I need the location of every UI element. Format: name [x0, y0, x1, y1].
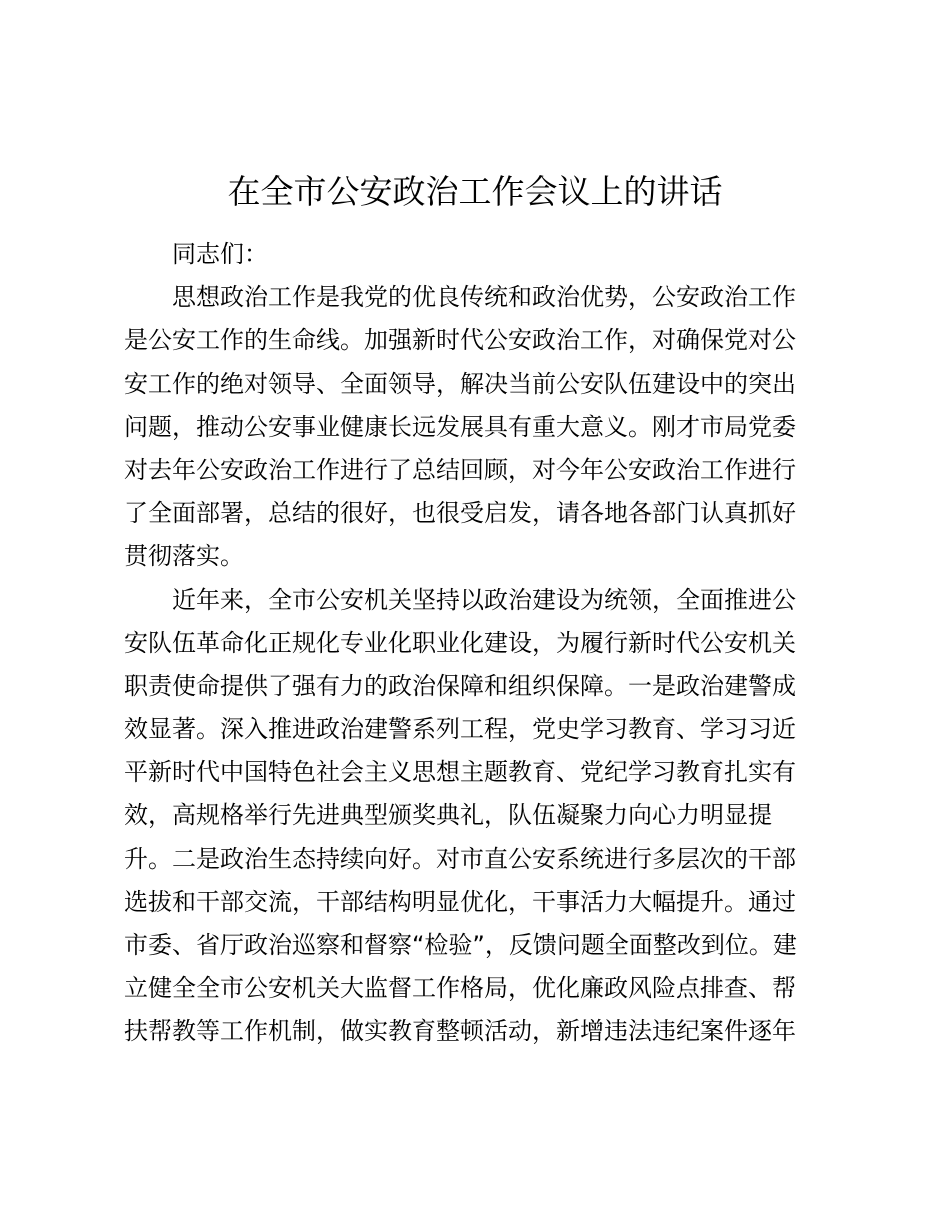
text-line: 选拔和干部交流，干部结构明显优化，干事活力大幅提升。通过 — [124, 887, 796, 916]
text-line: 市委、省厅政治巡察和督察“检验”，反馈问题全面整改到位。建 — [124, 931, 797, 959]
text-line: 同志们： — [172, 240, 268, 268]
page-title: 在全市公安政治工作会议上的讲话 — [227, 172, 723, 211]
text-line: 近年来，全市公安机关坚持以政治建设为统领，全面推进公 — [172, 585, 796, 614]
text-line: 立健全全市公安机关大监督工作格局，优化廉政风险点排查、帮 — [124, 974, 796, 1003]
text-line: 升。二是政治生态持续向好。对市直公安系统进行多层次的干部 — [124, 844, 796, 873]
text-line: 职责使命提供了强有力的政治保障和组织保障。一是政治建警成 — [124, 671, 796, 700]
text-line: 贯彻落实。 — [124, 542, 244, 571]
text-line: 问题，推动公安事业健康长远发展具有重大意义。刚才市局党委 — [124, 412, 796, 441]
text-line: 对去年公安政治工作进行了总结回顾，对今年公安政治工作进行 — [124, 455, 796, 484]
text-line: 平新时代中国特色社会主义思想主题教育、党纪学习教育扎实有 — [124, 758, 796, 787]
text-line: 是公安工作的生命线。加强新时代公安政治工作，对确保党对公 — [124, 326, 796, 355]
text-line: 效，高规格举行先进典型颁奖典礼，队伍凝聚力向心力明显提 — [124, 801, 772, 830]
speech-body — [124, 233, 824, 1054]
text-line: 安队伍革命化正规化专业化职业化建设，为履行新时代公安机关 — [124, 628, 796, 657]
text-line: 扶帮教等工作机制，做实教育整顿活动，新增违法违纪案件逐年 — [124, 1017, 796, 1046]
text-line: 效显著。深入推进政治建警系列工程，党史学习教育、学习习近 — [124, 715, 796, 744]
text-line: 了全面部署，总结的很好，也很受启发，请各地各部门认真抓好 — [124, 499, 796, 528]
text-line: 安工作的绝对领导、全面领导，解决当前公安队伍建设中的突出 — [124, 369, 796, 398]
text-line: 思想政治工作是我党的优良传统和政治优势，公安政治工作 — [172, 283, 796, 312]
